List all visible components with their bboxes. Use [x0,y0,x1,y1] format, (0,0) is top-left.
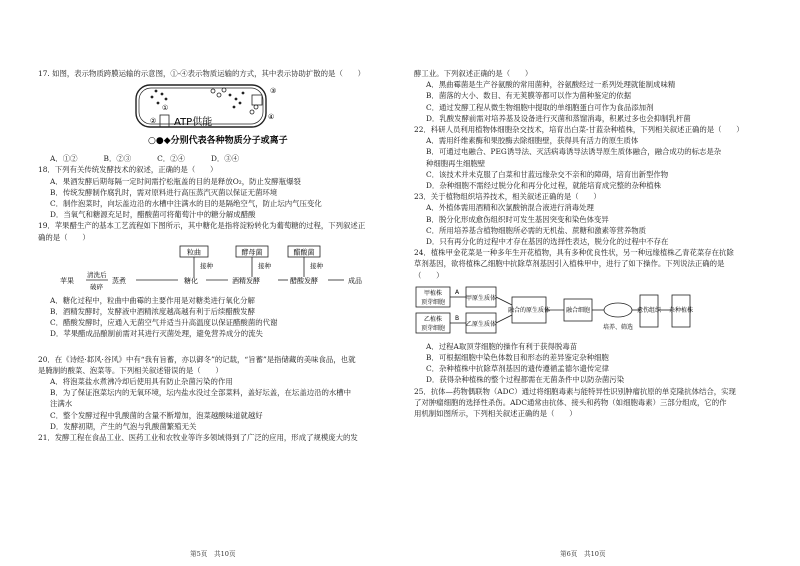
question-21-option-b: B．菌落的大小、数目、有无荚膜等都可以作为菌种鉴定的依据 [426,91,631,101]
question-24-option-b: B．可根据细胞中染色体数目和形态的差异鉴定杂种细胞 [426,353,609,363]
left-column [38,0,388,443]
question-18-stem: 18．下列有关传统发酵技术的叙述，正确的是（ ） [38,165,218,175]
membrane-transport-svg [38,79,388,153]
mode-3-label: ③ [270,87,277,96]
carrier-protein [252,95,262,105]
mode-1-label: ① [162,104,169,113]
option-c: C．②④ [157,154,185,164]
question-24-option-c: C．杂种植株中抗除草剂基因的遗传遵循孟德尔遗传定律 [426,364,610,374]
question-18-option-a: A．果酒发酵后期每隔一定时间需拧松瓶盖的目的是释放O₂，防止发酵瓶爆裂 [50,176,301,186]
question-25-stem-cont: 了对肿瘤细胞的选择性杀伤。ADC通常由抗体、接头和药物（如细胞毒素）三部分组成，它的作 [414,397,727,407]
wash-label: 清洗后 [87,270,107,279]
question-23-stem: 23．关于植物组织培养技术，相关叙述正确的是（ ） [414,192,601,202]
question-19-option-d: D．苹果醋成品酿制前需对其进行灭菌处理，避免营养成分的流失 [50,329,263,339]
crush-label: 破碎 [90,282,103,291]
step-acetic-fermentation: 醋酸发酵 [290,276,318,285]
cider-vinegar-flow-diagram [38,243,388,295]
question-18-option-d: D．当氧气和糖源充足时，醋酸菌可将葡萄汁中的糖分解成醋酸 [50,210,256,220]
molecule-circles [211,88,258,114]
arrow-label-2: 接种 [258,261,271,270]
step-saccharify: 糖化 [184,276,198,285]
option-d: D．③④ [210,154,240,164]
question-21-stem-cont: 酵工业。下列叙述正确的是（ ） [414,69,533,78]
fused-protoplast: 融合的原生质体 [507,306,551,314]
question-21-option-c: C．通过发酵工程从微生物细胞中提取的单细胞蛋白可作为食品添加剂 [426,102,654,112]
flow-svg [38,243,388,295]
question-23-option-d: D．只有再分化的过程中才存在基因的选择性表达，脱分化的过程中不存在 [426,237,669,247]
step-alcohol-fermentation: 酒精发酵 [232,276,260,285]
question-24-stem-end: （ ） [414,270,444,280]
plant-b-bud: 顶芽细胞 [420,324,446,332]
plant-b-label: 乙植株 [423,315,443,323]
question-25-stem: 25．抗体—药物偶联物（ADC）通过将细胞毒素与能特异性识别肿瘤抗原的单克隆抗体结合，实现 [414,386,736,396]
question-24-option-a: A．过程A取顶芽细胞的操作有利于获得脱毒苗 [426,341,578,351]
right-column [414,0,766,419]
question-23-option-c: C．所用培养基含植物细胞所必需的无机盐、蔗糖和激素等营养物质 [426,225,646,235]
culture-screen: 培养、筛选 [602,323,634,331]
option-a: A．①② [50,154,78,164]
protoplast-a: 甲原生质体 [465,294,497,302]
question-22-option-a: A．需用纤维素酶和果胶酶去除细胞壁，获得具有活力的原生质体 [426,136,639,146]
question-20-option-d: D．发酵初期，产生的气泡与乳酸菌繁殖无关 [50,421,197,431]
arrow-label-3: 接种 [310,261,323,270]
plant-a-bud: 顶芽细胞 [420,298,446,306]
somatic-hybridization-diagram [414,281,766,341]
question-21-option-d: D．乳酸发酵前需对培养基及设备进行灭菌和蒸馏消毒，积累过多也会抑制乳杆菌 [426,113,691,123]
question-22-stem: 22．科研人员利用植物体细胞杂交技术，培育出白菜-甘蓝杂种植株，下列相关叙述正确的是（ ） [414,125,744,135]
question-19-option-a: A．糖化过程中，粒曲中曲霉的主要作用是对糖类进行氧化分解 [50,295,255,305]
box-acetobacter: 醋酸菌 [293,248,315,257]
step-apple: 苹果 [60,276,74,285]
page-number-right: 第6页 共10页 [560,550,606,558]
question-18-option-c: C．制作泡菜时，向坛盖边沿的水槽中注满水的目的是隔绝空气，防止坛内气压变化 [50,199,322,209]
atp-label: ATP供能 [174,117,213,129]
question-20-stem-cont: 是腌制的酸菜、泡菜等。下列相关叙述错误的是（ ） [38,365,223,375]
question-20-option-b-cont: 注满水 [50,399,73,409]
fused-cell: 融合细胞 [565,306,591,314]
question-19-stem: 19．苹果醋生产的基本工艺流程如下图所示，其中糖化是指将淀粉转化为葡萄糖的过程，下列叙述正 [38,221,366,231]
question-21-option-a: A．黑曲霉菌是生产谷氨酸的常用菌种，谷氨酸经过一系列处理就能制成味精 [426,80,676,90]
question-25-stem-end: 用机制如图所示，下列相关叙述正确的是（ ） [414,409,577,419]
question-19-option-c: C．醋酸发酵时，应通入无菌空气并适当升高温度以保证醋酸菌的代谢 [50,318,278,328]
mode-2-label: ② [150,117,157,126]
mode-4-label: ④ [268,113,275,122]
hybrid-plant: 杂种植株 [668,306,694,314]
question-20-option-b: B．为了保证泡菜坛内的无氧环境，坛内盐水没过全部菜料，盖好坛盖，在坛盖边沿的水槽中 [50,388,352,398]
question-24-option-d: D．获得杂种植株的整个过程都需在无菌条件中以防杂菌污染 [426,375,625,385]
membrane-transport-diagram [38,79,388,153]
arrow-label-1: 接种 [200,261,213,270]
question-22-option-b: B．可通过电融合、PEG诱导法、灭活病毒诱导法诱导原生质体融合，融合成功的标志是杂 [426,147,722,157]
step-steam: 蒸煮 [112,276,126,285]
question-23-option-a: A．外植体需用酒精和次氯酸钠混合液进行消毒处理 [426,203,594,213]
callus: 愈伤组织 [636,306,662,314]
step-product: 成品 [348,276,362,285]
process-a-label: A [455,288,460,296]
question-19-option-b: B．酒精发酵时，发酵液中酒精浓度越高越有利于后续醋酸发酵 [50,307,255,317]
hybridization-svg [414,281,766,341]
question-24-stem-cont: 草剂基因，欲将植株乙细胞中抗除草剂基因引入植株甲中，进行了如下操作。下列说法正确的是 [414,259,725,269]
process-b-label: B [455,314,460,322]
option-b: B．②③ [103,154,132,164]
question-22-option-d: D．杂种细胞不需经过脱分化和再分化过程，就能培育成完整的杂种植株 [426,181,662,191]
box-yeast: 酵母菌 [241,248,263,257]
question-20-option-c: C．整个发酵过程中乳酸菌的含量不断增加，泡菜越酸味道就越好 [50,410,263,420]
question-21-stem: 21．发酵工程在食品工业、医药工业和农牧业等许多领域得到了广泛的应用，形成了规模庞大的发 [38,433,358,443]
question-23-option-b: B．脱分化形成愈伤组织时可发生基因突变和染色体变异 [426,214,609,224]
channel-protein [160,115,169,127]
legend-caption: ○●◆分别代表各种物质分子或离子 [148,136,288,147]
question-18-option-b: B．传统发酵制作腐乳时，需对原料进行高压蒸汽灭菌以保证无菌环境 [50,187,278,197]
question-17-stem: 17. 如图，表示物质跨膜运输的示意图，①-④表示物质运输的方式，其中表示协助扩散的是（ ） [38,69,366,78]
protoplast-b: 乙原生质体 [465,320,497,328]
page-number-left: 第5页 共10页 [190,550,236,558]
box-koji: 粒曲 [187,248,201,257]
question-22-option-b-cont: 种细胞再生细胞壁 [426,158,486,168]
question-17-options [50,153,388,164]
question-20-stem: 20．在《诗经·邶风·谷风》中有“我有旨蓄，亦以御冬”的记载，“旨蓄”是指储藏的美味食品，也就 [38,354,356,364]
question-19-stem-cont: 确的是（ ） [38,232,90,242]
question-20-option-a: A．将泡菜盐水煮沸冷却后使用具有防止杂菌污染的作用 [50,377,233,387]
question-22-option-c: C．该技术并未克服了白菜和甘蓝远缘杂交不亲和的障碍，培育出新型作物 [426,169,669,179]
question-24-stem: 24．植株甲金花菜是一种多年生开花植物，具有多种优良性状，另一种远缘植株乙青花菜存在抗除 [414,248,734,258]
plant-a-label: 甲植株 [423,289,443,297]
